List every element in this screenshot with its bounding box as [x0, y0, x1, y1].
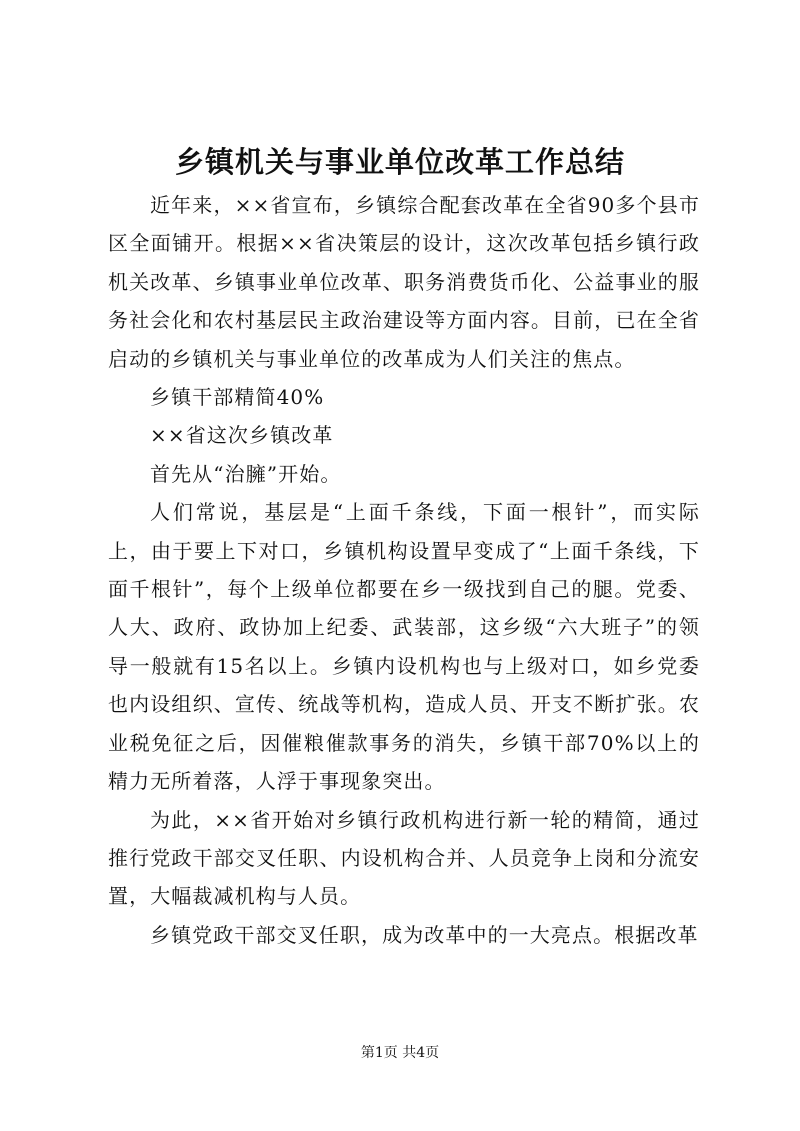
- paragraph-intro: 近年来，××省宣布，乡镇综合配套改革在全省90多个县市区全面铺开。根据××省决策层的设计，这次改革包括乡镇行政机关改革、乡镇事业单位改革、职务消费货币化、公益事业的服务社会化和农村基层民主政治建设等方面内容。目前，已在全省启动的乡镇机关与事业单位的改革成为人们关注的焦点。: [108, 193, 700, 371]
- paragraph-measures: 为此，××省开始对乡镇行政机构进行新一轮的精简，通过推行党政干部交叉任职、内设机构合并、人员竞争上岗和分流安置，大幅裁减机构与人员。: [108, 807, 700, 909]
- paragraph-subheading-2: ××省这次乡镇改革: [150, 423, 334, 448]
- paragraph-highlight: 乡镇党政干部交叉任职，成为改革中的一大亮点。根据改革: [150, 922, 699, 947]
- paragraph-background: 人们常说，基层是“上面千条线，下面一根针”，而实际上，由于要上下对口，乡镇机构设置早变成了“上面千条线，下面千根针”，每个上级单位都要在乡一级找到自己的腿。党委、人大、政府、政协加上纪委、武装部，这乡级“六大班子”的领导一般就有15名以上。乡镇内设机构也与上级对口，如乡党委也内设组织、宣传、统战等机构，造成人员、开支不断扩张。农业税免征之后，因催粮催款事务的消失，乡镇干部70%以上的精力无所着落，人浮于事现象突出。: [108, 500, 700, 794]
- document-title: 乡镇机关与事业单位改革工作总结: [174, 145, 625, 179]
- document-body: [108, 186, 700, 954]
- paragraph-subheading-3: 首先从“治臃”开始。: [150, 461, 342, 486]
- page-footer: 第1页 共4页: [360, 1045, 440, 1061]
- paragraph-subheading-1: 乡镇干部精简40%: [150, 385, 325, 410]
